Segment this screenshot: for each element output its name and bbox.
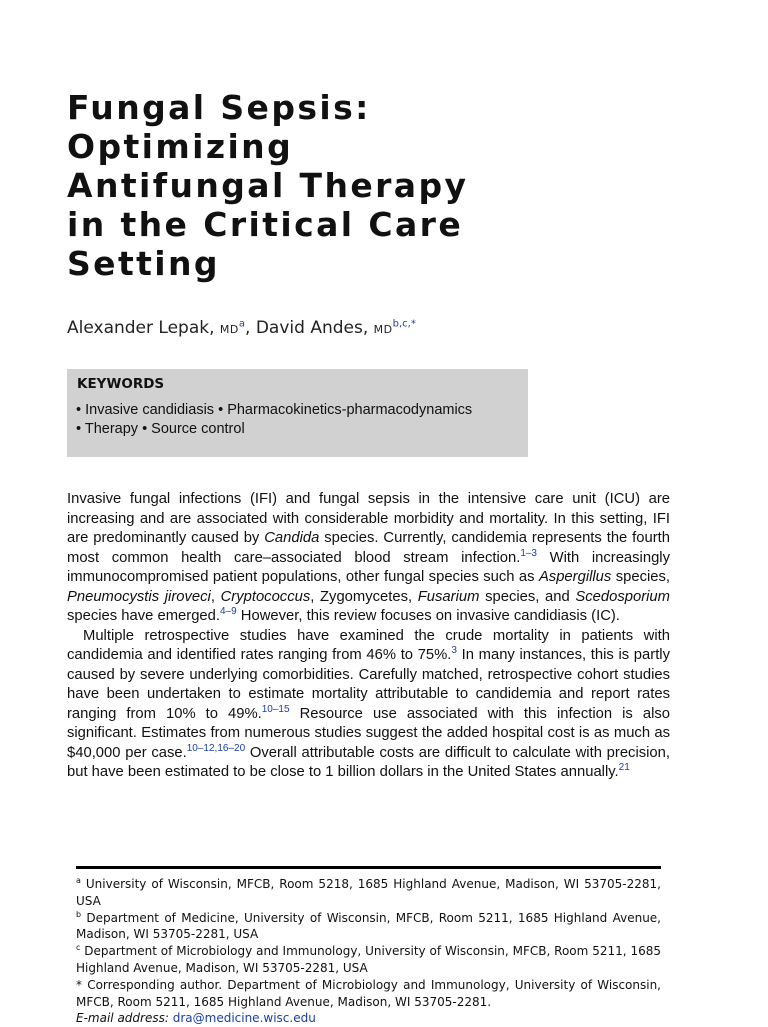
affiliation-link[interactable]: a bbox=[238, 318, 246, 330]
footnote-mark: c bbox=[76, 943, 81, 953]
species-name: Fusarium bbox=[417, 588, 480, 605]
keywords-heading: KEYWORDS bbox=[77, 376, 165, 392]
citation-link[interactable]: 4–9 bbox=[220, 606, 237, 618]
footnote-affiliation-b bbox=[76, 910, 661, 944]
body-text-run: In many instances, this is partly caused by severe underlying comorbidities. Carefully matched, retrospective cohort studies have been undertaken to estimate mortality attributable to candidemia and report rates ranging from 10% to 49%. bbox=[67, 647, 670, 722]
title-line: in the Critical Care bbox=[67, 205, 464, 244]
body-text-run: species, and bbox=[479, 588, 576, 605]
footnotes bbox=[76, 876, 661, 1027]
body-text-run: However, this review focuses on invasive candidiasis (IC). bbox=[236, 608, 620, 624]
footnote-affiliation-a bbox=[76, 876, 661, 910]
author-degree: MD bbox=[219, 323, 239, 336]
author-name: Alexander Lepak, bbox=[67, 318, 215, 338]
keywords-box bbox=[67, 369, 528, 457]
footnote-text: Department of Microbiology and Immunology, University of Wisconsin, MFCB, Room 5211, 1685 Highland Avenue, Madison, WI 53705-2281, USA bbox=[76, 944, 661, 975]
footnote-text: Department of Medicine, University of Wisconsin, MFCB, Room 5211, 1685 Highland Avenue, Madison, WI 53705-2281, USA bbox=[76, 910, 661, 942]
body-text-run: species. Currently, candidemia represents the fourth most common health care–associated blood stream infection. bbox=[67, 530, 670, 566]
body-text-run: Resource use associated with this infection is also significant. Estimates from numerous studies suggest the added hospital cost is as much as $40,000 per case. bbox=[67, 705, 670, 761]
title-line: Antifungal Therapy bbox=[67, 166, 469, 205]
footnote-email bbox=[76, 1010, 661, 1027]
body-text-run: species have emerged. bbox=[67, 608, 220, 624]
citation-link[interactable]: 21 bbox=[618, 762, 630, 774]
body-text-run: Overall attributable costs are difficult to calculate with precision, but have been estimated to be close to 1 billion dollars in the United States annually. bbox=[67, 744, 670, 780]
species-name: Scedosporium bbox=[575, 588, 670, 605]
title-line: Setting bbox=[67, 244, 220, 283]
author-separator: , bbox=[245, 318, 256, 338]
footnote-mark: a bbox=[76, 876, 81, 885]
species-name: Aspergillus bbox=[538, 569, 612, 585]
citation-link[interactable]: 1–3 bbox=[520, 547, 537, 559]
keywords-line: • Therapy • Source control bbox=[76, 421, 245, 437]
footnote-mark: b bbox=[76, 909, 82, 919]
keywords-line: • Invasive candidiasis • Pharmacokinetics-pharmacodynamics bbox=[76, 402, 473, 418]
email-link[interactable]: dra@medicine.wisc.edu bbox=[172, 1011, 316, 1026]
email-label: E-mail address: bbox=[76, 1011, 169, 1026]
body-text-run: , Zygomycetes, bbox=[310, 588, 418, 605]
footnote-corresponding: * Corresponding author. Department of Microbiology and Immunology, University of Wisconsin, MFCB, Room 5211, 1685 Highland Avenue, Madison, WI 53705-2281. bbox=[76, 977, 661, 1009]
affiliation-link[interactable]: b,c,* bbox=[392, 318, 416, 330]
footnote-affiliation-c bbox=[76, 943, 661, 977]
citation-link[interactable]: 3 bbox=[451, 645, 457, 657]
citation-link[interactable]: 10–15 bbox=[261, 703, 290, 715]
body-text-run: species, bbox=[611, 569, 670, 585]
body-paragraph bbox=[67, 490, 670, 627]
article-body bbox=[67, 490, 670, 783]
title-line: Fungal Sepsis: bbox=[67, 88, 371, 127]
body-text-run: Invasive fungal infections (IFI) and fungal sepsis in the intensive care unit (ICU) are increasing and are associated with considerable morbidity and mortality. In this setting, IFI are predominantly caused by bbox=[67, 491, 670, 546]
species-name: Pneumocystis jiroveci bbox=[67, 588, 211, 605]
species-name: Cryptococcus bbox=[220, 588, 311, 605]
article-title bbox=[67, 88, 527, 283]
species-name: Candida bbox=[264, 530, 320, 546]
footnote-text: University of Wisconsin, MFCB, Room 5218, 1685 Highland Avenue, Madison, WI 53705-2281, USA bbox=[76, 877, 661, 908]
footnote-divider bbox=[76, 866, 661, 869]
author-name: David Andes, bbox=[255, 318, 369, 338]
body-text-run: Multiple retrospective studies have examined the crude mortality in patients with candidemia and identified rates ranging from 46% to 75%. bbox=[67, 627, 670, 663]
citation-link[interactable]: 10–12,16–20 bbox=[186, 742, 246, 754]
title-line: Optimizing bbox=[67, 127, 294, 166]
body-text-run: With increasingly immunocompromised patient populations, other fungal species such as bbox=[67, 549, 670, 585]
body-paragraph bbox=[67, 627, 670, 783]
author-degree: MD bbox=[373, 323, 393, 336]
author-list bbox=[67, 318, 416, 338]
body-text-run: , bbox=[210, 588, 221, 605]
